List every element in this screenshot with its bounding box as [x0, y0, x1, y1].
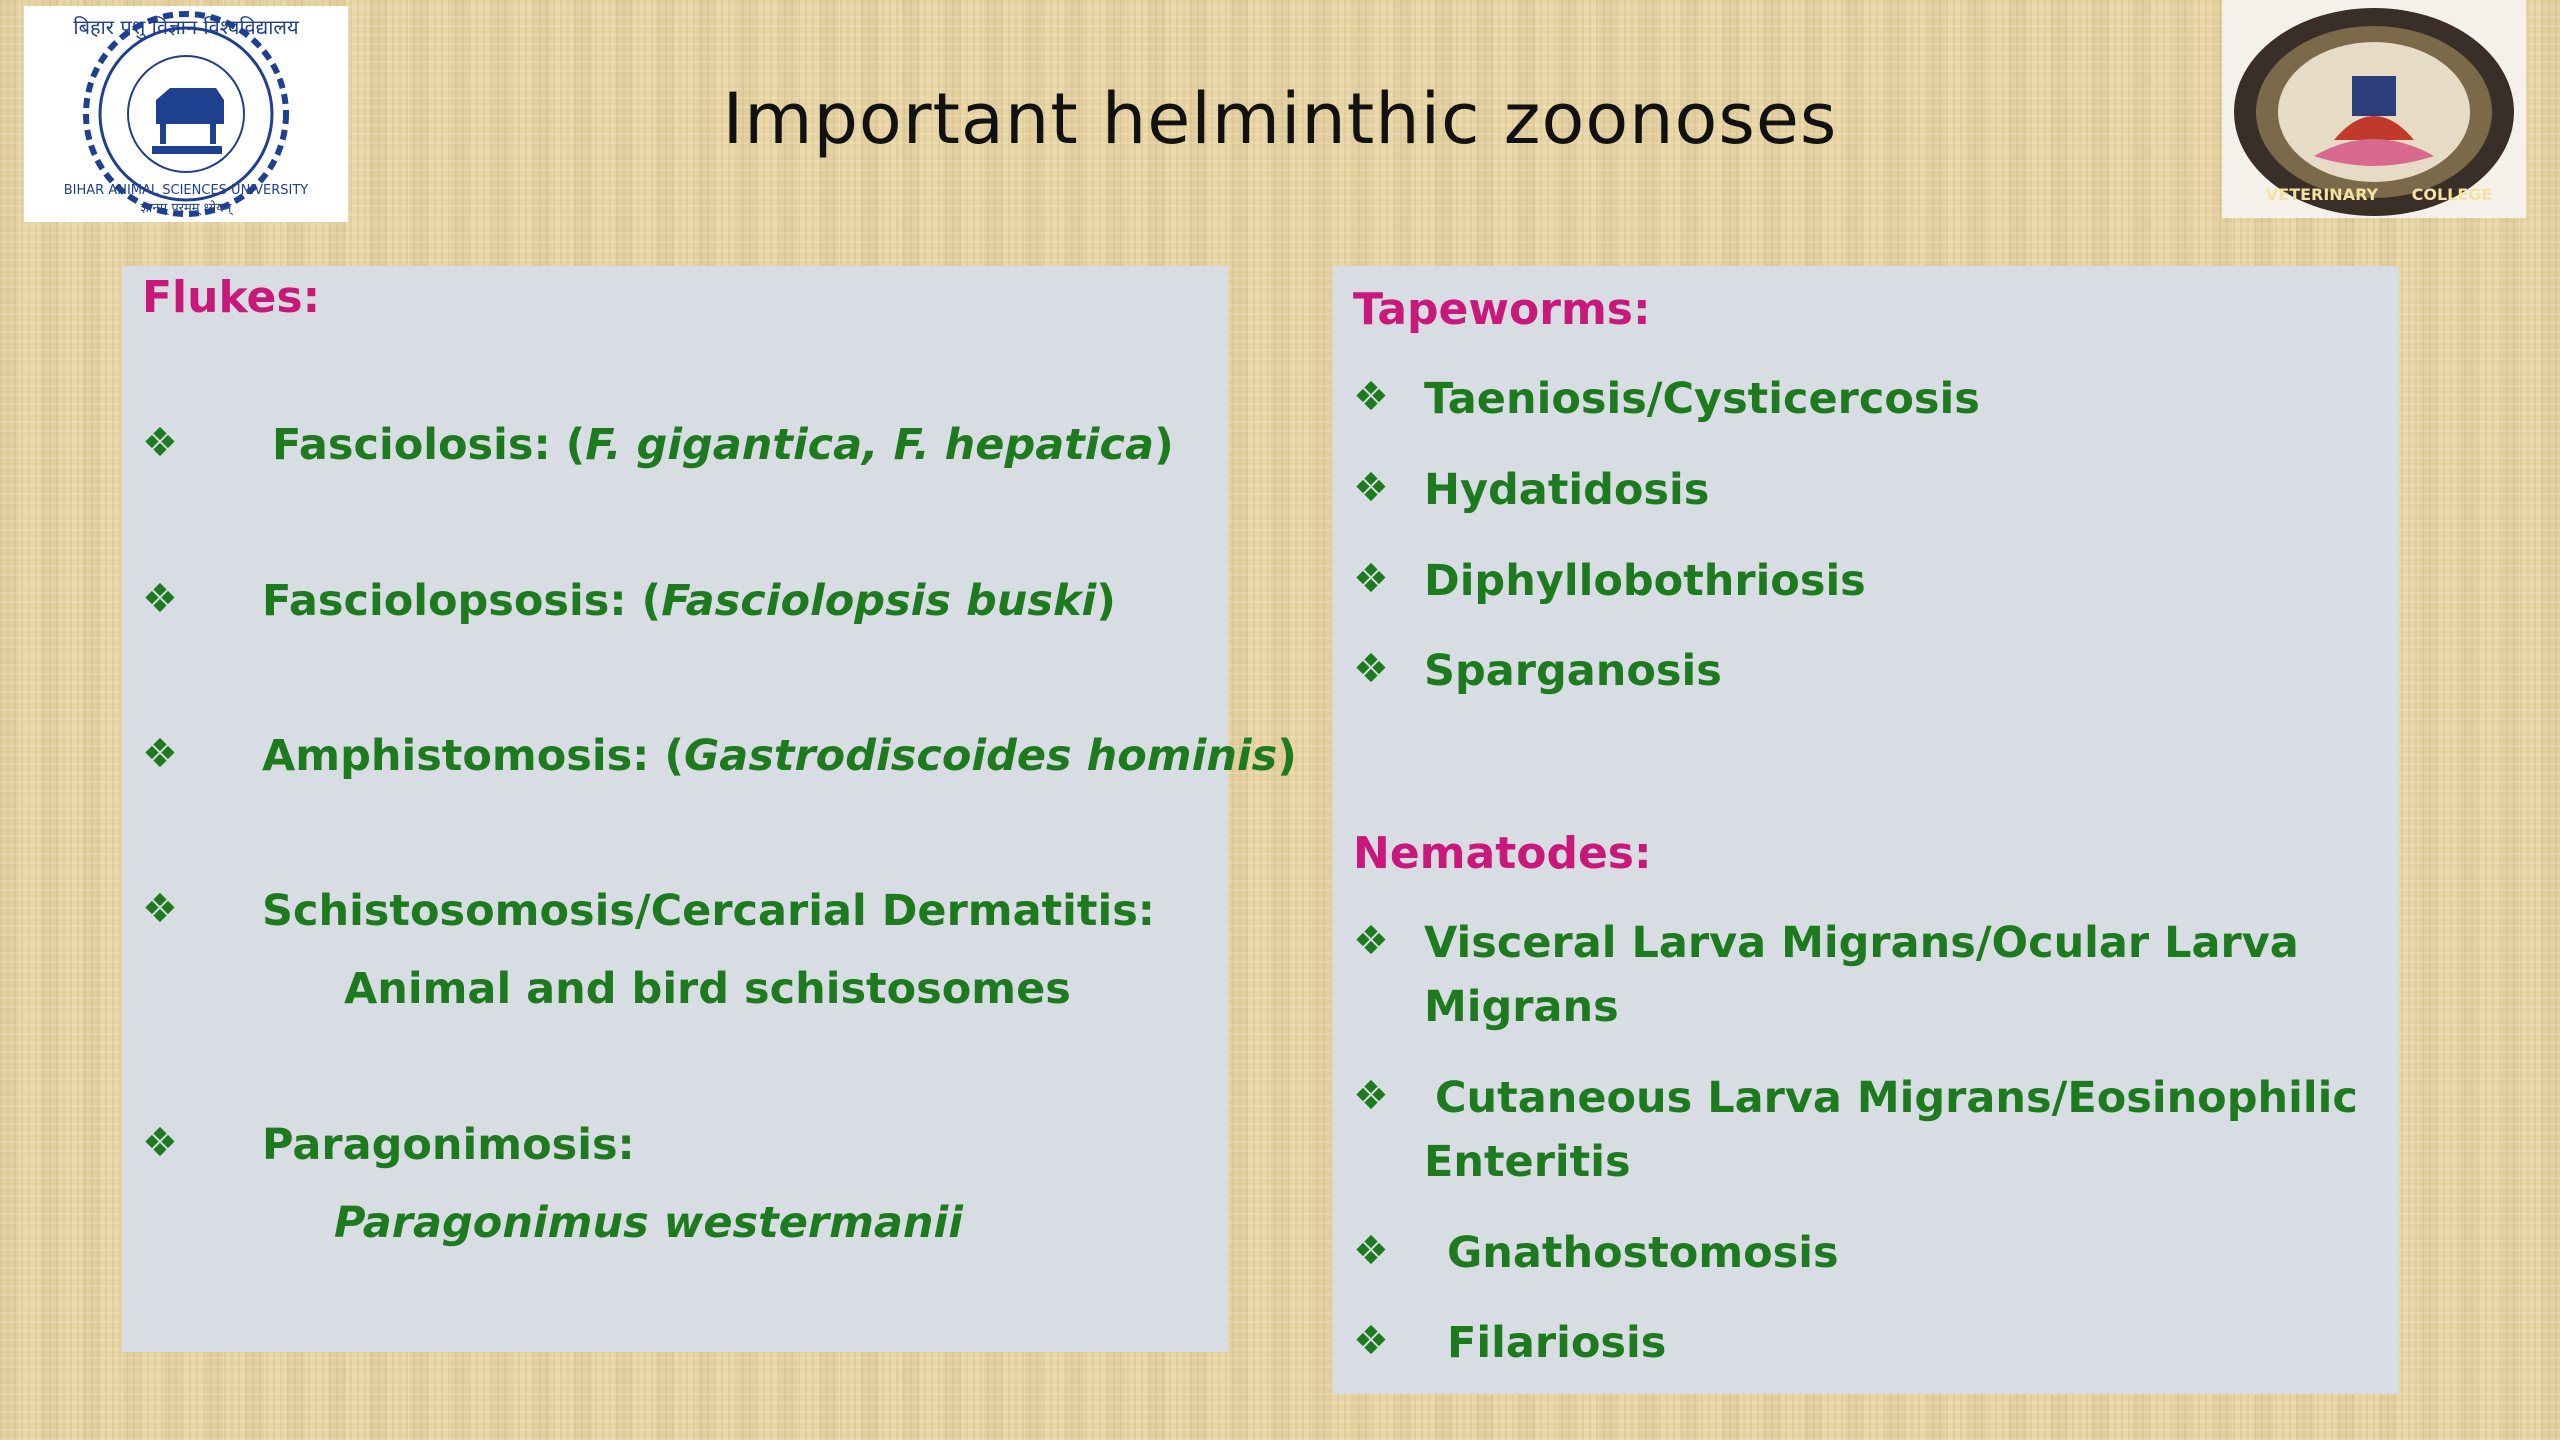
logo-right-text-left: VETERINARY [2265, 185, 2379, 204]
logo-right-text-right: COLLEGE [2411, 185, 2493, 204]
fluke-item-amphistomosis: Amphistomosis: (Gastrodiscoides hominis) [262, 731, 1297, 781]
tapeworms-heading: Tapeworms: [1353, 284, 1651, 335]
tapeworm-item: Taeniosis/Cysticercosis [1424, 374, 1980, 424]
bullet-icon: ❖ [1353, 918, 1389, 964]
nematode-item-filariosis: Filariosis [1447, 1318, 1667, 1368]
tapeworm-item: Hydatidosis [1424, 465, 1710, 515]
bullet-icon: ❖ [1353, 556, 1389, 602]
fluke-item-schistosomosis: Schistosomosis/Cercarial Dermatitis: [262, 886, 1155, 936]
bullet-icon: ❖ [142, 420, 178, 466]
fluke-item-paragonimosis: Paragonimosis: [262, 1120, 635, 1170]
nematode-item-cutaneous: Cutaneous Larva Migrans/Eosinophilic [1435, 1073, 2358, 1123]
nematode-item-visceral: Visceral Larva Migrans/Ocular Larva [1424, 918, 2299, 968]
bullet-icon: ❖ [142, 576, 178, 622]
slide-title: Important helminthic zoonoses [722, 78, 1838, 160]
flukes-heading: Flukes: [142, 272, 321, 323]
bullet-icon: ❖ [1353, 646, 1389, 692]
fluke-item-schistosomosis-sub: Animal and bird schistosomes [344, 964, 1071, 1014]
tapeworms-nematodes-panel [1333, 266, 2399, 1394]
fluke-item-fasciolopsosis: Fasciolopsosis: (Fasciolopsis buski) [262, 576, 1116, 626]
tapeworm-item: Diphyllobothriosis [1424, 556, 1866, 606]
flukes-panel [122, 266, 1297, 1352]
nematode-item-cutaneous-line2: Enteritis [1424, 1137, 1631, 1187]
logo-left-text-motto: ज्ञानम् परमम् ध्येयम् [140, 201, 232, 216]
bullet-icon: ❖ [1353, 374, 1389, 420]
fluke-item-paragonimosis-sub: Paragonimus westermanii [334, 1198, 963, 1248]
bullet-icon: ❖ [1353, 1228, 1389, 1274]
logo-left-text-top: बिहार पशु विज्ञान विश्वविद्यालय [73, 15, 299, 39]
nematodes-heading: Nematodes: [1353, 828, 1652, 879]
bullet-icon: ❖ [1353, 465, 1389, 511]
bullet-icon: ❖ [142, 886, 178, 932]
nematode-item-gnathostomosis: Gnathostomosis [1447, 1228, 1839, 1278]
bullet-icon: ❖ [142, 731, 178, 777]
logo-left-text-english: BIHAR ANIMAL SCIENCES UNIVERSITY [63, 183, 309, 198]
nematode-item-visceral-line2: Migrans [1424, 982, 1619, 1032]
bullet-icon: ❖ [1353, 1073, 1389, 1119]
bullet-icon: ❖ [142, 1120, 178, 1166]
fluke-item-fasciolosis: Fasciolosis: (F. gigantica, F. hepatica) [272, 420, 1174, 470]
tapeworm-item: Sparganosis [1424, 646, 1722, 696]
bullet-icon: ❖ [1353, 1318, 1389, 1364]
